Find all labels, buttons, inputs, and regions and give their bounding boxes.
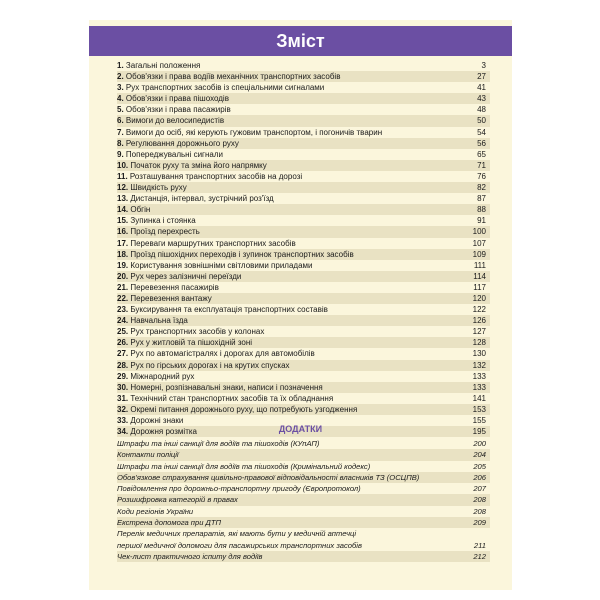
appendix-title: ДОДАТКИ bbox=[278, 424, 323, 434]
toc-item bbox=[117, 193, 490, 204]
toc-item bbox=[117, 315, 490, 326]
toc-item-page: 133 bbox=[472, 371, 486, 381]
toc-item-number: 33. bbox=[117, 416, 129, 425]
toc-item-title: Навчальна їзда bbox=[130, 316, 188, 326]
appendix-item bbox=[117, 449, 490, 460]
page-title: Зміст bbox=[89, 26, 512, 56]
toc-item-title: Дистанція, інтервал, зустрічний роз'їзд bbox=[130, 194, 274, 204]
appendix-item-title: Обов'язкове страхування цивільно-правової відповідальності власників ТЗ (ОСЦПВ) bbox=[117, 472, 420, 482]
toc-item-number: 6. bbox=[117, 116, 124, 126]
appendix-item-title: Контакти поліції bbox=[117, 450, 179, 460]
toc-item-number: 2. bbox=[117, 72, 124, 82]
toc-item-page: 107 bbox=[472, 238, 486, 248]
toc-item bbox=[117, 304, 490, 315]
appendix-item-title: Екстрена допомога при ДТП bbox=[117, 518, 222, 528]
toc-item-page: 71 bbox=[477, 160, 486, 170]
appendix-item bbox=[117, 438, 490, 449]
appendix-item bbox=[117, 472, 490, 483]
toc-item-title: Перевезення пасажирів bbox=[130, 282, 219, 292]
toc-item-number: 32. bbox=[117, 404, 129, 414]
toc-item-number: 5. bbox=[117, 105, 124, 115]
toc-item-title: Проїзд перехресть bbox=[130, 227, 200, 237]
appendix-item-page: 211 bbox=[473, 540, 486, 550]
toc-item-page: 117 bbox=[473, 282, 486, 292]
toc-item-page: 41 bbox=[477, 83, 486, 93]
toc-item-page: 87 bbox=[477, 194, 486, 204]
toc-item-number: 8. bbox=[117, 138, 124, 148]
toc-item-title: Швидкість руху bbox=[130, 183, 187, 193]
toc-item-page: 132 bbox=[472, 360, 486, 370]
toc-item-title: Початок руху та зміна його напрямку bbox=[130, 160, 267, 170]
toc-item-page: 88 bbox=[477, 205, 486, 215]
toc-item-page: 82 bbox=[477, 183, 486, 193]
toc-item-title: Користування зовнішніми світловими приладами bbox=[130, 260, 313, 270]
toc-item-page: 122 bbox=[472, 305, 486, 315]
toc-item bbox=[117, 82, 490, 93]
toc-item-page: 91 bbox=[477, 216, 486, 226]
contents-page bbox=[89, 20, 512, 590]
toc-item-page: 56 bbox=[477, 138, 486, 148]
appendix-item-page: 207 bbox=[473, 484, 486, 494]
toc-item-number: 27. bbox=[117, 349, 129, 359]
toc-item bbox=[117, 249, 490, 260]
toc-item-title: Розташування транспортних засобів на дорозі bbox=[129, 171, 303, 181]
toc-item-title: Номерні, розпізнавальні знаки, написи і позначення bbox=[130, 382, 323, 392]
toc-item-number: 20. bbox=[117, 271, 129, 281]
toc-item-number: 15. bbox=[117, 216, 129, 226]
appendix-item-page: 209 bbox=[473, 518, 486, 528]
appendix-item-title: Штрафи та інші санкції для водіїв та пішоходів (Кримінальний кодекс) bbox=[117, 461, 371, 471]
toc-item-page: 3 bbox=[481, 61, 486, 70]
toc-item-number: 19. bbox=[117, 260, 129, 270]
toc-item bbox=[117, 226, 490, 237]
toc-item-number: 18. bbox=[117, 249, 129, 259]
toc-item-page: 65 bbox=[477, 149, 486, 159]
appendix-item-title: Коди регіонів України bbox=[117, 506, 194, 516]
toc-item-number: 11. bbox=[117, 171, 128, 181]
toc-item bbox=[117, 293, 490, 304]
toc-item-title: Регулювання дорожнього руху bbox=[125, 138, 239, 148]
toc-item-title: Переваги маршрутних транспортних засобів bbox=[130, 238, 296, 248]
toc-item-page: 54 bbox=[477, 127, 486, 137]
toc-item-page: 43 bbox=[477, 94, 486, 104]
appendix-item-page: 204 bbox=[473, 450, 486, 460]
appendix-item-title: Перелік медичних препаратів, які мають бути у медичній аптечці bbox=[117, 529, 357, 539]
toc-item-title: Рух у житловій та пішохідній зоні bbox=[130, 338, 253, 348]
toc-item-title: Окремі питання дорожнього руху, що потребують узгодження bbox=[130, 404, 358, 414]
toc-item-number: 26. bbox=[117, 338, 129, 348]
toc-item-number: 24. bbox=[117, 316, 129, 326]
toc-item-title: Рух по автомагістралях і дорогах для автомобілів bbox=[130, 349, 315, 359]
appendix-item bbox=[117, 551, 490, 562]
appendix-item-page: 200 bbox=[473, 439, 486, 448]
toc-item-page: 109 bbox=[472, 249, 486, 259]
appendix-item bbox=[117, 517, 490, 528]
toc-item-number: 30. bbox=[117, 382, 129, 392]
toc-item-page: 111 bbox=[473, 260, 486, 270]
toc-item-page: 133 bbox=[472, 382, 486, 392]
toc-item bbox=[117, 204, 490, 215]
toc-item-page: 128 bbox=[472, 338, 486, 348]
toc-item-page: 120 bbox=[472, 293, 486, 303]
toc-item-title: Обгін bbox=[130, 205, 151, 215]
toc-item-number: 34. bbox=[117, 427, 129, 437]
toc-item-number: 12. bbox=[117, 183, 129, 193]
toc-item bbox=[117, 326, 490, 337]
toc-item-title: Дорожні знаки bbox=[130, 416, 184, 425]
appendix-item-title: Повідомлення про дорожньо-транспортну пригоду (Європротокол) bbox=[117, 484, 361, 494]
toc-item-page: 50 bbox=[477, 116, 486, 126]
toc-item-page: 126 bbox=[472, 316, 486, 326]
appendix-item bbox=[117, 528, 490, 551]
toc-item bbox=[117, 360, 490, 371]
toc-item bbox=[117, 149, 490, 160]
toc-item-number: 16. bbox=[117, 227, 129, 237]
toc-item-number: 14. bbox=[117, 205, 129, 215]
toc-item-number: 1. bbox=[117, 61, 124, 70]
toc-item bbox=[117, 371, 490, 382]
appendix-list bbox=[117, 438, 490, 562]
appendix-item-title: Штрафи та інші санкції для водіїв та пішоходів (КУпАП) bbox=[117, 439, 320, 448]
toc-item-page: 130 bbox=[472, 349, 486, 359]
toc-item-title: Рух по гірських дорогах і на крутих спусках bbox=[130, 360, 290, 370]
toc-item bbox=[117, 93, 490, 104]
toc-item bbox=[117, 348, 490, 359]
toc-item-number: 22. bbox=[117, 293, 129, 303]
toc-item bbox=[117, 71, 490, 82]
toc-item-title: Попереджувальні сигнали bbox=[125, 149, 223, 159]
toc-item-title: Міжнародний рух bbox=[130, 371, 195, 381]
toc-item-title: Буксирування та експлуатація транспортних составів bbox=[130, 305, 328, 315]
toc-item-number: 21. bbox=[117, 282, 129, 292]
toc-item-page: 100 bbox=[472, 227, 486, 237]
appendix-item-title: Чек-лист практичного іспиту для водіїв bbox=[117, 551, 263, 561]
toc-item bbox=[117, 182, 490, 193]
toc-item-number: 25. bbox=[117, 327, 129, 337]
toc-item-title: Рух транспортних засобів у колонах bbox=[130, 327, 265, 337]
toc-item-title: Рух транспортних засобів із спеціальними сигналами bbox=[125, 83, 325, 93]
appendix-item bbox=[117, 461, 490, 472]
toc-item-page: 141 bbox=[472, 393, 486, 403]
toc-item bbox=[117, 382, 490, 393]
toc-item-number: 10. bbox=[117, 160, 129, 170]
toc-item bbox=[117, 271, 490, 282]
toc-item-title: Зупинка і стоянка bbox=[130, 216, 196, 226]
toc-item-page: 155 bbox=[472, 416, 486, 425]
toc-item-page: 195 bbox=[472, 427, 486, 437]
toc-item bbox=[117, 215, 490, 226]
toc-item-title: Вимоги до осіб, які керують гужовим транспортом, і погоничів тварин bbox=[125, 127, 383, 137]
toc-item-page: 114 bbox=[473, 271, 486, 281]
appendix-item-title-continued: першої медичної допомоги для пасажирських транспортних засобів bbox=[117, 540, 362, 550]
toc-item-title: Загальні положення bbox=[125, 61, 201, 70]
toc-item-title: Обов'язки і права пішоходів bbox=[125, 94, 229, 104]
toc-item-title: Перевезення вантажу bbox=[130, 293, 212, 303]
toc-item-number: 9. bbox=[117, 149, 124, 159]
toc-item-number: 17. bbox=[117, 238, 129, 248]
toc-item bbox=[117, 104, 490, 115]
toc-item bbox=[117, 60, 490, 71]
appendix-item bbox=[117, 506, 490, 517]
toc-item bbox=[117, 260, 490, 271]
toc-item-page: 153 bbox=[472, 404, 486, 414]
appendix-item bbox=[117, 483, 490, 494]
appendix-item-title: Розшифровка категорій в правах bbox=[117, 495, 238, 505]
toc-item bbox=[117, 115, 490, 126]
appendix-item-page: 206 bbox=[473, 472, 486, 482]
toc-item-number: 23. bbox=[117, 305, 129, 315]
toc-item-number: 3. bbox=[117, 83, 124, 93]
toc-item-number: 29. bbox=[117, 371, 129, 381]
toc-item-number: 4. bbox=[117, 94, 124, 104]
toc-item-number: 7. bbox=[117, 127, 124, 137]
toc-item bbox=[117, 160, 490, 171]
toc-item-title: Дорожня розмітка bbox=[130, 427, 197, 437]
appendix-item-page: 212 bbox=[473, 551, 486, 561]
toc-item bbox=[117, 282, 490, 293]
toc-item-number: 13. bbox=[117, 194, 129, 204]
toc-item-page: 48 bbox=[477, 105, 486, 115]
toc-item bbox=[117, 393, 490, 404]
toc-item bbox=[117, 127, 490, 138]
toc-item-title: Обов'язки і права пасажирів bbox=[125, 105, 231, 115]
toc-list bbox=[117, 60, 490, 437]
toc-item-title: Технічний стан транспортних засобів та їх обладнання bbox=[130, 393, 334, 403]
toc-item-page: 76 bbox=[477, 171, 486, 181]
toc-item-number: 31. bbox=[117, 393, 129, 403]
toc-item-title: Обов'язки і права водіїв механічних транспортних засобів bbox=[125, 72, 341, 82]
toc-item bbox=[117, 404, 490, 415]
toc-item bbox=[117, 138, 490, 149]
appendix-item-page: 208 bbox=[473, 506, 486, 516]
toc-item-number: 28. bbox=[117, 360, 129, 370]
appendix-item bbox=[117, 494, 490, 505]
toc-item-title: Рух через залізничні переїзди bbox=[130, 271, 242, 281]
appendix-item-page: 205 bbox=[473, 461, 486, 471]
toc-item-title: Проїзд пішохідних переходів і зупинок транспортних засобів bbox=[130, 249, 354, 259]
toc-item-page: 27 bbox=[477, 72, 486, 82]
toc-item bbox=[117, 337, 490, 348]
toc-item bbox=[117, 171, 490, 182]
toc-item-title: Вимоги до велосипедистів bbox=[125, 116, 225, 126]
appendix-item-page: 208 bbox=[473, 495, 486, 505]
toc-item-page: 127 bbox=[472, 327, 486, 337]
toc-item bbox=[117, 238, 490, 249]
